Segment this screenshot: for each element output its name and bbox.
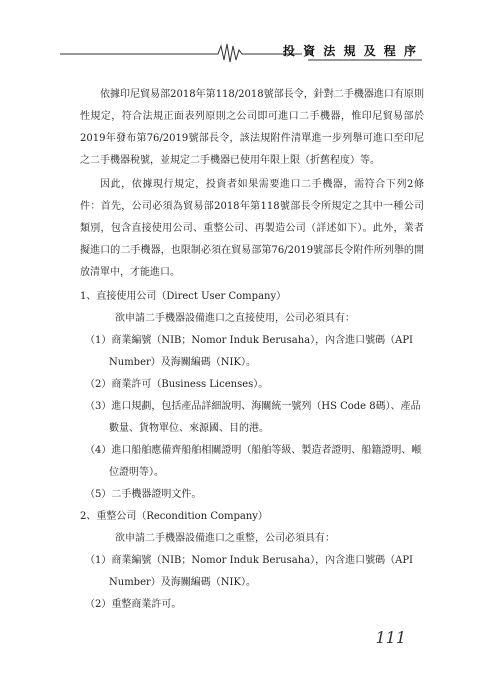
list-item: （4）進口船舶應備齊船舶相關證明（船舶等級、製造者證明、船籍證明、噸位證明等）。 bbox=[85, 445, 422, 478]
list-item: （1）商業編號（NIB；Nomor Induk Berusaha），內含進口號碼（API Number）及海關編碼（NIK）。 bbox=[85, 335, 413, 368]
list-item: （5）二手機器證明文件。 bbox=[85, 489, 202, 500]
section-intro-recondition: 欲申請二手機器設備進口之重整，公司必須具有： bbox=[115, 533, 335, 544]
section-heading-recondition: 2、重整公司（Recondition Company） bbox=[80, 511, 268, 522]
running-header-title: 投 資 法 規 及 程 序 bbox=[282, 44, 418, 58]
list-item: （3）進口規劃，包括產品詳細說明、海關統一號列（HS Code 8碼）、產品數量、貨物單位、來源國、目的港。 bbox=[85, 401, 421, 434]
section-heading-direct-user: 1、直接使用公司（Direct User Company） bbox=[80, 291, 287, 302]
list-item: （1）商業編號（NIB；Nomor Induk Berusaha），內含進口號碼（API Number）及海關編碼（NIK）。 bbox=[85, 555, 413, 588]
page-header bbox=[60, 38, 422, 64]
paragraph-conditions: 因此，依據現行規定，投資者如果需要進口二手機器，需符合下列2條件：首先，公司必須為貿易部2018年第118號部長令所規定之其中一種公司類別，包含直接使用公司、重整公司、再製造公司（詳述如下）。此外，業者擬進口的二手機器，也限制必須在貿易部第76/2019號部長令附件所列舉的開放清單中，才能進口。 bbox=[80, 179, 424, 278]
document-body bbox=[80, 84, 424, 616]
list-item: （2）商業許可（Business Licenses）。 bbox=[85, 379, 269, 390]
list-item: （2）重整商業許可。 bbox=[85, 599, 182, 610]
section-intro-direct-user: 欲申請二手機器設備進口之直接使用，公司必須具有： bbox=[115, 313, 355, 324]
page-number: 111 bbox=[375, 628, 406, 647]
paragraph-intro: 依據印尼貿易部2018年第118/2018號部長令，針對二手機器進口有原則性規定，符合法規正面表列原則之公司即可進口二手機器，惟印尼貿易部於2019年發布第76/2019號部長令，該法規附件清單進一步列舉可進口至印尼之二手機器稅號，並規定二手機器已使用年限上限（折舊程度）等。 bbox=[80, 89, 424, 166]
